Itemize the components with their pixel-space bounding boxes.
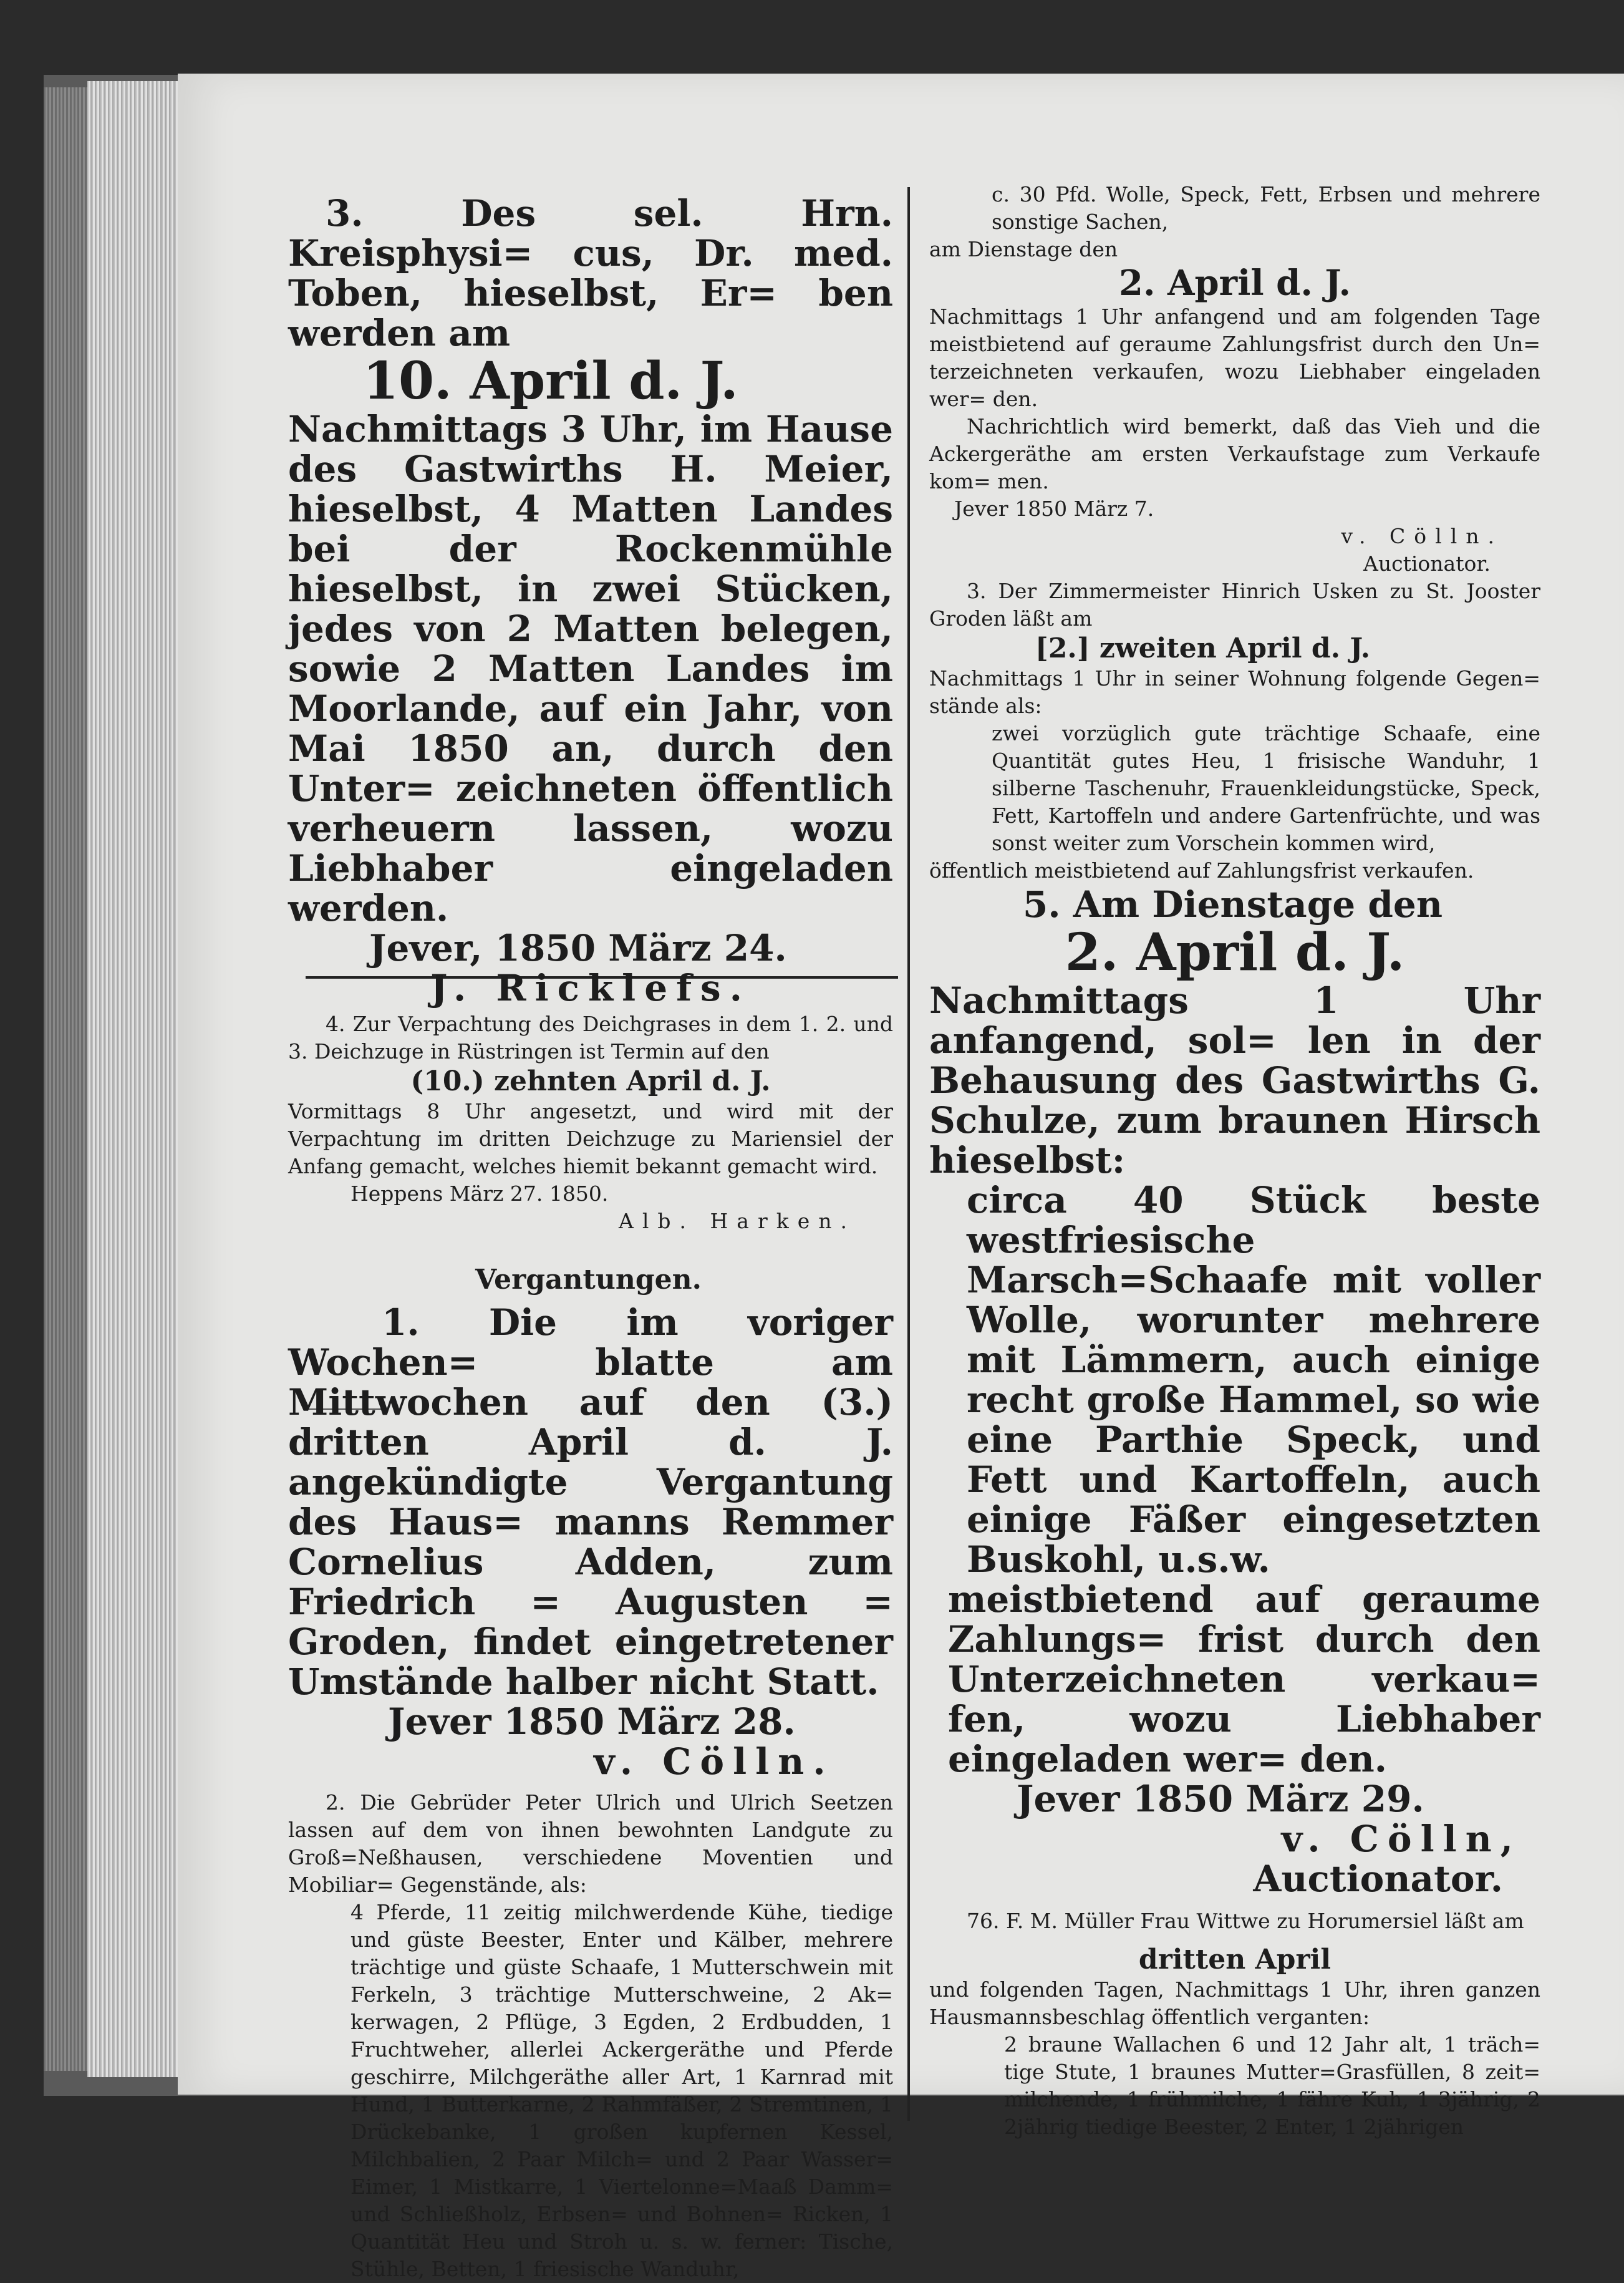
column-divider [907,187,910,2121]
vergantung-3-body: Nachmittags 1 Uhr in seiner Wohnung folgende Gegen= stände als: [929,666,1540,718]
auction-place-date: Jever 1850 März 7. [954,497,1154,521]
vergantung-3-heading: 3. Der Zimmermeister Hinrich Usken zu St. Jooster Groden läßt am [929,579,1540,631]
auction-signature: v. Cölln. [1341,524,1503,548]
right-column [929,181,1540,2141]
vergantung-6-date: dritten April [1138,1944,1332,1975]
page-edges [87,81,181,2077]
auction-weekday: am Dienstage den [929,237,1118,261]
auction-note: Nachrichtlich wird bemerkt, daß das Vieh und die Ackergeräthe am ersten Verkaufstage zum Verkaufe kom= men. [929,414,1540,493]
auction-date: 2. April d. J. [1119,263,1351,304]
left-column [288,193,893,2283]
vergantung-3-items: zwei vorzüglich gute trächtige Schaafe, eine Quantität gutes Heu, 1 frisische Wanduhr, 1 silberne Taschenuhr, Frauenkleidungstücke, Speck, Fett, Kartoffeln und andere Gartenfrüchte, und was sonst weiter zum Vorschein kommen wird, [992,721,1540,855]
auction-body: Nachmittags 1 Uhr anfangend und am folgenden Tage meistbietend auf geraume Zahlungsfrist durch den Un= terzeichneten verkaufen, wozu Liebhaber eingeladen wer= den. [929,304,1540,411]
vergantung-5-signature: v. Cölln, [1281,1818,1522,1860]
notice-4-heading: 4. Zur Verpachtung des Deichgrases in dem 1. 2. und 3. Deichzuge in Rüstringen ist Termin auf den [288,1012,893,1064]
vergantung-3-tail: öffentlich meistbietend auf Zahlungsfrist verkaufen. [929,858,1474,883]
vergantung-2-heading: 2. Die Gebrüder Peter Ulrich und Ulrich Seetzen lassen auf dem von ihnen bewohnten Landgute zu Groß=Neßhausen, verschiedene Moventien und Mobiliar= Gegenstände, als: [288,1790,893,1897]
vergantung-3-date: [2.] zweiten April d. J. [1035,633,1371,664]
vergantung-6-heading: 76. F. M. Müller Frau Wittwe zu Horumersiel läßt am [967,1909,1524,1933]
notice-3-place-date: Jever, 1850 März 24. [369,927,787,969]
notice-4-signature: Alb. Harken. [619,1209,856,1233]
vergantung-5-place-date: Jever 1850 März 29. [1017,1778,1424,1820]
vergantung-1-signature: v. Cölln. [594,1740,834,1783]
vergantung-2-items: 4 Pferde, 11 zeitig milchwerdende Kühe, tiedige und güste Beester, Enter und Kälber, mehrere trächtige und güste Schaafe, 1 Mutterschwein mit Ferkeln, 3 trächtige Mutterschweine, 2 Ak= kerwagen, 2 Pflüge, 3 Egden, 2 Erdbudden, 1 Fruchtweher, allerlei Ackergeräthe und Pferde geschirre, Milchgeräthe aller Art, 1 Karnrad mit Hund, 1 Butterkarne, 2 Rahmfäßer, 2 Stremtinen, 1 Drückebanke, 1 großen kupfernen Kessel, Milchbalien, 2 Paar Milch= und 2 Paar Wasser= Eimer, 1 Mistkarre, 1 Viertelonne=Maaß Damm= und Schließholz, Erbsen= und Bohnen= Ricken, 1 Quantität Heu und Stroh u. s. w. ferner: Tische, Stühle, Betten, 1 friesische Wanduhr, [350,1900,893,2281]
vergantung-5-body: Nachmittags 1 Uhr anfangend, sol= len in der Behausung des Gastwirths G. Schulze, zum braunen Hirsch hieselbst: [929,979,1540,1181]
notice-4-place-date: Heppens März 27. 1850. [350,1181,609,1206]
vergantung-1-body: 1. Die im voriger Wochen= blatte am Mittwochen auf den (3.) dritten April d. J. angekündigte Vergantung des Haus= manns Remmer Cornelius Adden, zum Friedrich = Augusten = Groden, findet eingetretener Umstände halber nicht Statt. [288,1301,893,1703]
vergantung-5-role: Auctionator. [1253,1858,1503,1900]
section-heading: Vergantungen. [475,1264,702,1296]
notice-3-signature: J. Ricklefs. [430,967,751,1009]
notice-3-body: Nachmittags 3 Uhr, im Hause des Gastwirths H. Meier, hieselbst, 4 Matten Landes bei der Rockenmühle hieselbst, in zwei Stücken, jedes von 2 Matten belegen, sowie 2 Matten Landes im Moorlande, auf ein Jahr, von Mai 1850 an, durch den Unter= zeichneten öffentlich verheuern lassen, wozu Liebhaber eingeladen werden. [288,408,893,929]
vergantung-5-items: circa 40 Stück beste westfriesische Marsch=Schaafe mit voller Wolle, worunter mehrere mit Lämmern, auch einige recht große Hammel, so wie eine Parthie Speck, und Fett und Kartoffeln, auch einige Fäßer eingesetzten Buskohl, u.s.w. [967,1179,1540,1581]
vergantung-1-place-date: Jever 1850 März 28. [388,1700,796,1743]
continuation-items: c. 30 Pfd. Wolle, Speck, Fett, Erbsen und mehrere sonstige Sachen, [992,182,1540,234]
vergantung-5-heading: 5. Am Dienstage den [1023,883,1443,926]
notice-4-body: Vormittags 8 Uhr angesetzt, und wird mit der Verpachtung im dritten Deichzuge zu Mariensiel der Anfang gemacht, welches hiemit bekannt gemacht wird. [288,1099,893,1178]
vergantung-6-items: 2 braune Wallachen 6 und 12 Jahr alt, 1 träch= tige Stute, 1 braunes Mutter=Grasfüllen, 8 zeit= milchende, 1 frühmilche, 1 fähre Kuh, 1 3jährig, 2 2jährig tiedige Beester, 2 Enter, 1 2jährigen [1004,2032,1540,2139]
vergantung-5-date: 2. April d. J. [1065,923,1405,982]
vergantung-5-tail: meistbietend auf geraume Zahlungs= frist durch den Unterzeichneten verkau= fen, wozu Liebhaber eingeladen wer= den. [948,1578,1540,1780]
vergantung-6-body: und folgenden Tagen, Nachmittags 1 Uhr, ihren ganzen Hausmannsbeschlag öffentlich verganten: [929,1977,1540,2029]
book-spine [44,87,87,2071]
notice-3-heading: 3. Des sel. Hrn. Kreisphysi= cus, Dr. med. Toben, hieselbst, Er= ben werden am [288,192,893,354]
auction-role: Auctionator. [1363,551,1491,576]
notice-3-date: 10. April d. J. [363,351,738,411]
notice-4-date: (10.) zehnten April d. J. [410,1065,771,1097]
